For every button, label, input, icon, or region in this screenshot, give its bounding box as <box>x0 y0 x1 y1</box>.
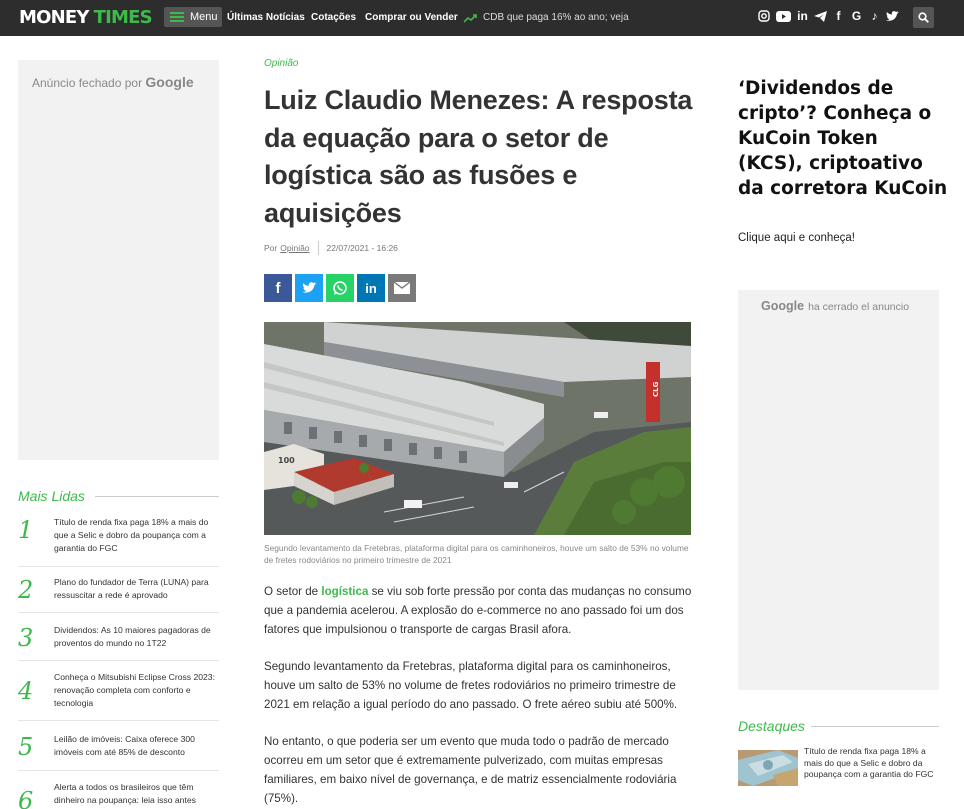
highlight-link[interactable]: Título de renda fixa paga 18% a mais do que a Selic e dobro da poupança com a garantia do FGC <box>804 746 934 779</box>
article-paragraph: Segundo levantamento da Fretebras, plataforma digital para os caminhoneiros, houve um salto de 53% no volume de fretes rodoviários no primeiro trimestre de 2021 em relação a igual período do ano passado. O frete aéreo subiu até 500%. <box>264 660 678 711</box>
search-icon <box>918 12 929 23</box>
most-read-link[interactable]: Leilão de imóveis: Caixa oferece 300 imóveis com até 85% de desconto <box>54 734 195 757</box>
hamburger-icon <box>170 12 184 22</box>
paragraph-text: se viu sob forte pressão por conta das mudanças no consumo que a pandemia acelerou. A explosão do e-commerce no ano passado foi um dos fatores que impulsionou o transporte de cargas Brasil afora. <box>264 585 692 636</box>
divider <box>18 566 219 567</box>
most-read-title: Mais Lidas <box>18 488 85 504</box>
logo-word-money: MONEY <box>19 7 89 28</box>
author-link[interactable]: Opinião <box>280 243 310 253</box>
rank-number: 6 <box>18 787 34 809</box>
byline-prefix: Por <box>264 243 278 253</box>
article-paragraph <box>264 582 694 639</box>
site-logo[interactable] <box>19 6 152 30</box>
divider <box>18 660 219 661</box>
article-byline <box>264 241 398 255</box>
linkedin-icon: in <box>365 280 377 296</box>
telegram-icon[interactable] <box>814 9 827 23</box>
article-photo <box>264 322 691 535</box>
twitter-icon <box>302 282 317 294</box>
byline-divider <box>318 241 319 255</box>
divider <box>18 720 219 721</box>
youtube-icon[interactable] <box>775 9 791 23</box>
divider <box>18 770 219 771</box>
share-whatsapp-button[interactable] <box>326 274 354 302</box>
whatsapp-icon <box>332 280 348 296</box>
nav-link-ultimas-noticias[interactable]: Últimas Notícias <box>227 12 305 23</box>
linkedin-icon[interactable]: in <box>797 9 808 23</box>
article-category[interactable]: Opinião <box>264 58 299 69</box>
share-facebook-button[interactable] <box>264 274 292 302</box>
sponsored-headline[interactable]: ‘Dividendos de cripto’? Conheça o KuCoin Token (KCS), criptoativo da corretora KuCoin <box>738 78 948 199</box>
divider <box>18 612 219 613</box>
warehouse-aerial-image <box>264 322 691 535</box>
nav-link-comprar-ou-vender[interactable]: Comprar ou Vender <box>365 12 458 23</box>
share-email-button[interactable] <box>388 274 416 302</box>
ad-closed-text: ha cerrado el anuncio <box>808 301 910 313</box>
social-links <box>757 9 899 23</box>
nav-link-cotacoes[interactable]: Cotações <box>311 12 357 23</box>
logistica-tag-link[interactable]: logística <box>321 585 369 598</box>
most-read-link[interactable]: Conheça o Mitsubishi Eclipse Cross 2023: renovação completa com conforto e tecnologia <box>54 672 215 708</box>
facebook-icon[interactable]: f <box>836 9 841 23</box>
rank-number: 3 <box>18 624 34 652</box>
share-linkedin-button[interactable] <box>357 274 385 302</box>
menu-button-label: Menu <box>190 11 218 23</box>
google-wordmark: Google <box>761 299 805 313</box>
logo-word-times: TIMES <box>93 7 152 28</box>
ad-closed-notice <box>32 74 194 90</box>
article-paragraph: No entanto, o que poderia ser um evento que muda todo o padrão de mercado ocorreu em um setor que é extremamente pulverizado, com muitas empresas familiares, em baixo nível de governança, e de matriz essencialmente rodoviária (75%). <box>264 735 677 805</box>
article-title: Luiz Claudio Menezes: A resposta da equação para o setor de logística são as fusões e aquisições <box>264 85 693 228</box>
rank-number: 1 <box>18 516 34 544</box>
rank-number: 4 <box>18 677 34 705</box>
google-wordmark: Google <box>145 74 194 90</box>
photo-tower-sign: CLG <box>652 381 660 397</box>
top-navigation-bar <box>0 0 964 36</box>
sponsored-cta[interactable]: Clique aqui e conheça! <box>738 232 855 244</box>
money-bills-image <box>738 750 798 786</box>
highlight-thumbnail[interactable] <box>738 750 798 786</box>
section-divider <box>95 496 219 497</box>
share-twitter-button[interactable] <box>295 274 323 302</box>
most-read-link[interactable]: Plano do fundador de Terra (LUNA) para ressuscitar a rede é aprovado <box>54 577 209 600</box>
share-buttons <box>264 274 416 302</box>
trending-link[interactable] <box>464 0 629 36</box>
highlights-title: Destaques <box>738 718 805 734</box>
publish-date: 22/07/2021 - 16:26 <box>326 243 398 253</box>
facebook-icon: f <box>275 279 281 297</box>
rank-number: 5 <box>18 733 34 761</box>
rank-number: 2 <box>18 576 34 604</box>
most-read-link[interactable]: Título de renda fixa paga 18% a mais do que a Selic e dobro da poupança com a garantia do FGC <box>54 517 209 553</box>
photo-caption: Segundo levantamento da Fretebras, plataforma digital para os caminhoneiros, houve um salto de 53% no volume de fretes rodoviários no primeiro trimestre de 2021 <box>264 543 689 565</box>
tiktok-icon[interactable]: ♪ <box>871 9 878 23</box>
ad-closed-notice <box>761 299 909 313</box>
left-ad-slot <box>18 60 219 460</box>
ad-closed-text: Anúncio fechado por <box>32 76 146 90</box>
twitter-icon[interactable] <box>886 9 899 23</box>
highlights-header <box>738 717 939 735</box>
menu-button[interactable] <box>164 7 222 27</box>
section-divider <box>811 726 939 727</box>
most-read-link[interactable]: Dividendos: As 10 maiores pagadoras de proventos do mundo no 1T22 <box>54 625 211 648</box>
instagram-icon[interactable] <box>757 9 770 23</box>
google-news-icon[interactable]: G <box>851 9 862 23</box>
trending-up-icon <box>464 14 477 23</box>
right-ad-slot <box>738 290 939 690</box>
email-icon <box>394 282 410 294</box>
most-read-link[interactable]: Alerta a todos os brasileiros que têm dinheiro na poupança: leia isso antes <box>54 782 196 805</box>
paragraph-text: O setor de <box>264 585 322 598</box>
trending-text: CDB que paga 16% ao ano; veja <box>483 12 629 23</box>
photo-building-number: 100 <box>278 456 295 465</box>
most-read-header <box>18 487 219 505</box>
search-button[interactable] <box>913 7 934 28</box>
